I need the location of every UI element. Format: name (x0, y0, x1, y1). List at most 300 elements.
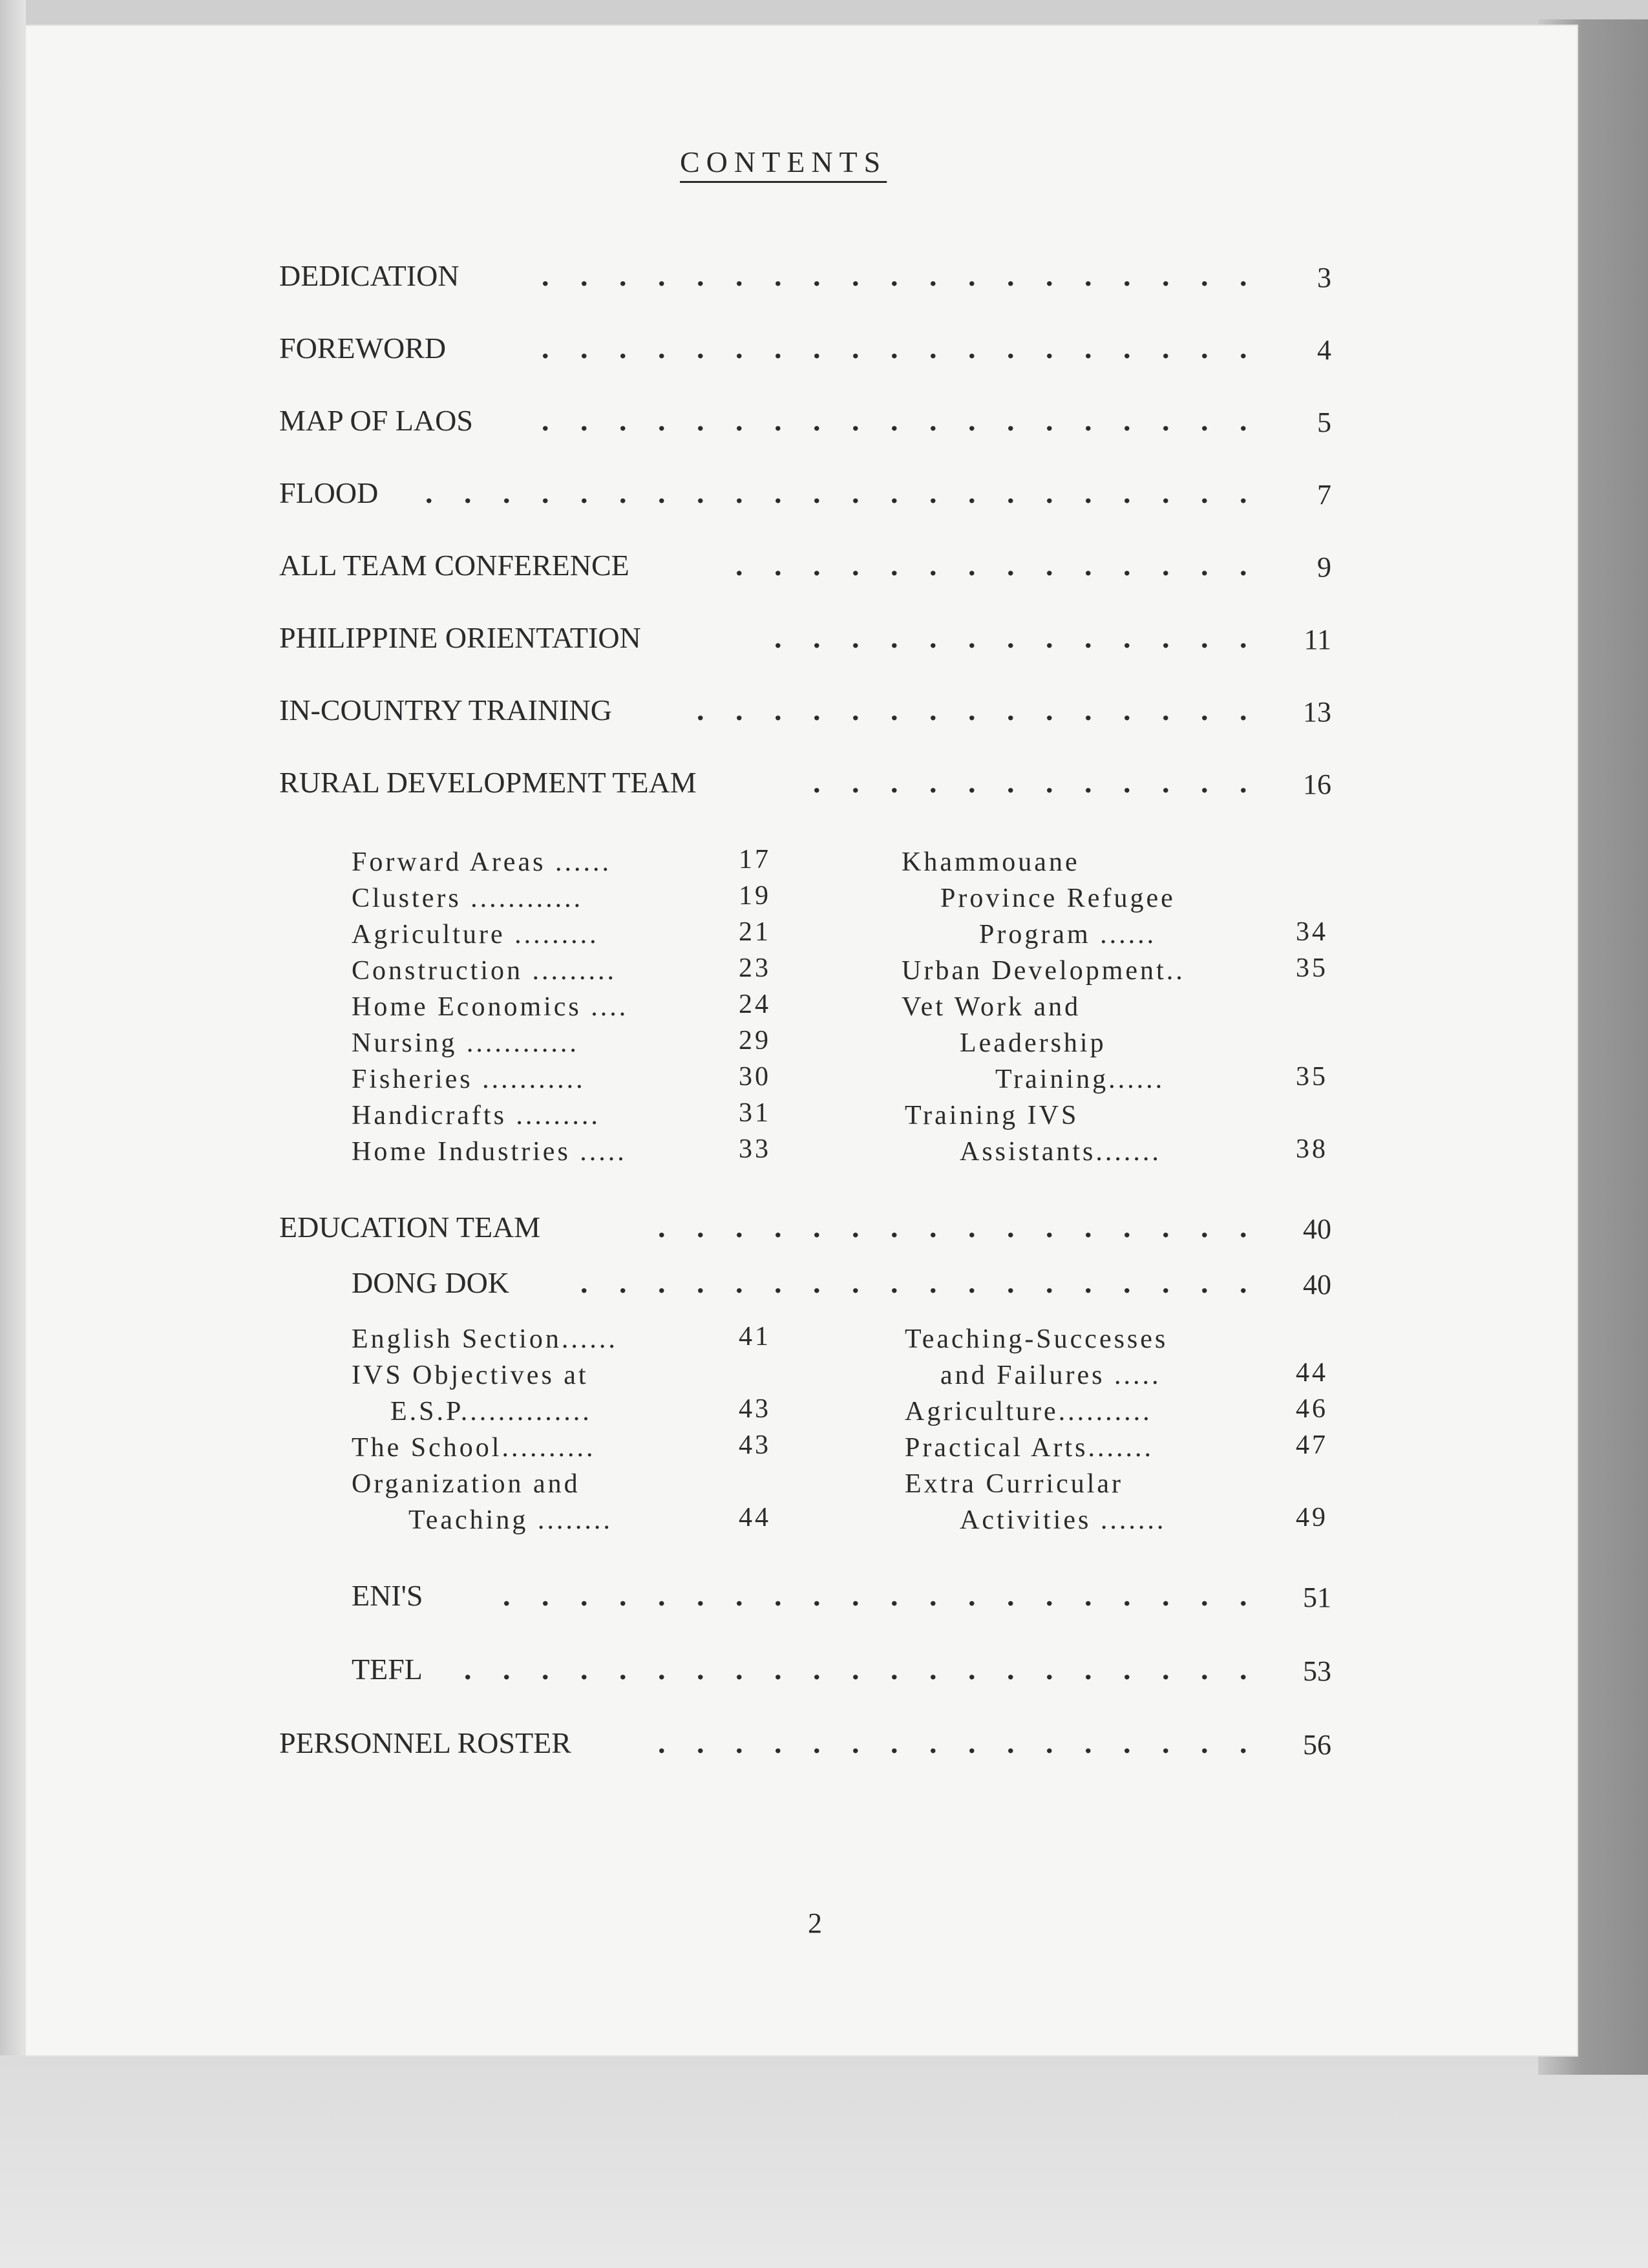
leader-dot: . (1201, 1726, 1209, 1759)
leader-dot: . (619, 1579, 627, 1612)
toc-sub-rural-6: Fisheries ........... (352, 1065, 586, 1094)
leader-dot: . (503, 1579, 511, 1612)
toc-sub-rural-7-page: 31 (739, 1098, 771, 1128)
leader-dot: . (697, 1726, 704, 1759)
toc-entry-roster-page: 56 (1303, 1729, 1331, 1761)
leader-dot: . (929, 1579, 937, 1612)
leader-dot: . (813, 476, 821, 509)
leader-dot: . (891, 476, 898, 509)
leader-dot: . (852, 332, 860, 365)
leader-dot: . (891, 404, 898, 437)
leader-dot: . (1046, 549, 1053, 582)
leader-dot: . (1162, 476, 1170, 509)
leader-dot: . (1046, 1726, 1053, 1759)
leader-dot: . (1084, 476, 1092, 509)
leader-dot: . (464, 476, 472, 509)
leader-dot: . (774, 1266, 782, 1299)
leader-dot: . (1007, 259, 1015, 292)
toc-entry-dong-dok-label: DONG DOK (352, 1266, 510, 1299)
leader-dot: . (1201, 259, 1209, 292)
leader-dot: . (619, 332, 627, 365)
leader-dot: . (891, 766, 898, 799)
leader-dot: . (1201, 1653, 1209, 1686)
leader-dot: . (929, 549, 937, 582)
leader-dot: . (735, 549, 743, 582)
leader-dot: . (891, 1579, 898, 1612)
toc-sub-organization-line2: Teaching ........ (408, 1505, 613, 1535)
toc-sub-english: English Section...... (352, 1324, 618, 1354)
toc-sub-ivs-objectives-line2: E.S.P.............. (390, 1397, 592, 1426)
leader-dot: . (1084, 549, 1092, 582)
leader-dot: . (1240, 1266, 1247, 1299)
leader-dot: . (1084, 1266, 1092, 1299)
toc-sub-extra-line1: Extra Curricular (905, 1469, 1124, 1499)
leader-dot: . (1162, 1653, 1170, 1686)
leader-dot: . (580, 476, 588, 509)
leader-dot: . (968, 1211, 976, 1244)
toc-sub-rural-5-page: 29 (739, 1026, 771, 1055)
leader-dot: . (774, 404, 782, 437)
leader-dot: . (1162, 549, 1170, 582)
leader-dot: . (1162, 259, 1170, 292)
leader-dot: . (813, 549, 821, 582)
leader-dot: . (1084, 332, 1092, 365)
toc-sub-agriculture-page: 46 (1296, 1394, 1328, 1424)
leader-dot: . (1162, 1211, 1170, 1244)
toc-entry-0-page: 3 (1317, 262, 1331, 293)
toc-sub-khammouane-page: 34 (1296, 917, 1328, 947)
toc-sub-rural-2-page: 21 (739, 917, 771, 947)
leader-dot: . (1240, 404, 1247, 437)
leader-dot: . (1201, 1211, 1209, 1244)
toc-sub-urban: Urban Development.. (902, 956, 1185, 986)
leader-dot: . (1084, 1579, 1092, 1612)
page-number: 2 (808, 1907, 822, 1939)
leader-dot: . (891, 259, 898, 292)
leader-dot: . (1240, 476, 1247, 509)
leader-dot: . (1123, 1266, 1131, 1299)
toc-sub-rural-6-page: 30 (739, 1062, 771, 1092)
toc-sub-ivs-line2: Assistants....... (960, 1137, 1161, 1167)
leader-dot: . (774, 259, 782, 292)
toc-sub-vet-line1: Vet Work and (902, 992, 1081, 1022)
toc-sub-practical-arts: Practical Arts....... (905, 1433, 1154, 1463)
toc-sub-rural-3-page: 23 (739, 953, 771, 983)
toc-entry-7-label: RURAL DEVELOPMENT TEAM (279, 766, 697, 799)
leader-dot: . (774, 476, 782, 509)
leader-dot: . (891, 1726, 898, 1759)
leader-dot: . (619, 1266, 627, 1299)
leader-dot: . (1240, 1726, 1247, 1759)
toc-sub-ivs-objectives-page: 43 (739, 1394, 771, 1424)
leader-dot: . (1084, 1726, 1092, 1759)
leader-dot: . (1123, 404, 1131, 437)
toc-entry-1-label: FOREWORD (279, 332, 447, 365)
toc-entry-0-label: DEDICATION (279, 259, 460, 292)
leader-dot: . (1046, 259, 1053, 292)
leader-dot: . (891, 549, 898, 582)
toc-sub-rural-8-page: 33 (739, 1134, 771, 1164)
toc-sub-rural-5: Nursing ............ (352, 1028, 579, 1058)
toc-sub-vet-page: 35 (1296, 1062, 1328, 1092)
leader-dot: . (1240, 694, 1247, 726)
leader-dot: . (1007, 621, 1015, 654)
leader-dot: . (813, 332, 821, 365)
leader-dot: . (852, 1653, 860, 1686)
leader-dot: . (813, 404, 821, 437)
contents-title: CONTENTS (680, 145, 887, 178)
leader-dot: . (658, 332, 666, 365)
leader-dot: . (1123, 1726, 1131, 1759)
leader-dot: . (697, 1653, 704, 1686)
leader-dot: . (1123, 766, 1131, 799)
leader-dot: . (1007, 1653, 1015, 1686)
leader-dot: . (697, 1211, 704, 1244)
leader-dot: . (1162, 332, 1170, 365)
toc-entry-5-page: 11 (1304, 624, 1331, 655)
toc-entry-6-label: IN-COUNTRY TRAINING (279, 694, 612, 726)
leader-dot: . (852, 1266, 860, 1299)
toc-entry-1-page: 4 (1317, 334, 1331, 366)
leader-dot: . (542, 404, 549, 437)
leader-dot: . (1007, 1211, 1015, 1244)
leader-dot: . (658, 1579, 666, 1612)
leader-dot: . (735, 694, 743, 726)
toc-entry-2-label: MAP OF LAOS (279, 404, 473, 437)
leader-dot: . (619, 476, 627, 509)
toc-sub-urban-page: 35 (1296, 953, 1328, 983)
leader-dot: . (1123, 1653, 1131, 1686)
toc-sub-rural-3: Construction ......... (352, 956, 617, 986)
leader-dot: . (542, 259, 549, 292)
leader-dot: . (697, 332, 704, 365)
toc-sub-practical-arts-page: 47 (1296, 1430, 1328, 1460)
toc-sub-agriculture: Agriculture.......... (905, 1397, 1152, 1426)
leader-dot: . (1201, 1579, 1209, 1612)
leader-dot: . (852, 621, 860, 654)
toc-entry-6-page: 13 (1303, 696, 1331, 728)
leader-dot: . (697, 1266, 704, 1299)
leader-dot: . (1162, 694, 1170, 726)
leader-dot: . (968, 766, 976, 799)
leader-dot: . (735, 1579, 743, 1612)
leader-dot: . (1123, 694, 1131, 726)
leader-dot: . (774, 694, 782, 726)
leader-dot: . (1046, 404, 1053, 437)
leader-dot: . (968, 549, 976, 582)
toc-entry-education-page: 40 (1303, 1213, 1331, 1245)
toc-entry-tefl-page: 53 (1303, 1655, 1331, 1687)
toc-entry-4-label: ALL TEAM CONFERENCE (279, 549, 629, 582)
leader-dot: . (619, 404, 627, 437)
leader-dot: . (1007, 1266, 1015, 1299)
leader-dot: . (852, 1726, 860, 1759)
leader-dot: . (968, 259, 976, 292)
leader-dot: . (968, 621, 976, 654)
leader-dot: . (891, 694, 898, 726)
leader-dot: . (1084, 1211, 1092, 1244)
toc-sub-teaching-line1: Teaching-Successes (905, 1324, 1168, 1354)
leader-dot: . (735, 1211, 743, 1244)
leader-dot: . (1046, 1266, 1053, 1299)
toc-sub-extra-line2: Activities ....... (960, 1505, 1167, 1535)
leader-dot: . (735, 332, 743, 365)
document-page (26, 26, 1577, 2055)
toc-sub-organization-page: 44 (739, 1503, 771, 1532)
leader-dot: . (1007, 332, 1015, 365)
leader-dot: . (1123, 1211, 1131, 1244)
leader-dot: . (1046, 621, 1053, 654)
toc-sub-organization-line1: Organization and (352, 1469, 580, 1499)
leader-dot: . (813, 621, 821, 654)
leader-dot: . (1162, 1579, 1170, 1612)
leader-dot: . (968, 404, 976, 437)
leader-dot: . (658, 1653, 666, 1686)
leader-dot: . (542, 1579, 549, 1612)
leader-dot: . (1123, 1579, 1131, 1612)
toc-sub-rural-2: Agriculture ......... (352, 920, 599, 949)
toc-sub-ivs-line1: Training IVS (905, 1101, 1079, 1130)
leader-dot: . (891, 1266, 898, 1299)
leader-dot: . (852, 404, 860, 437)
leader-dot: . (891, 621, 898, 654)
toc-entry-tefl-label: TEFL (352, 1653, 423, 1686)
leader-dot: . (735, 404, 743, 437)
leader-dot: . (929, 694, 937, 726)
leader-dot: . (1162, 766, 1170, 799)
leader-dot: . (774, 332, 782, 365)
leader-dot: . (1046, 1653, 1053, 1686)
toc-sub-vet-line3: Training...... (995, 1065, 1165, 1094)
leader-dot: . (891, 1211, 898, 1244)
leader-dot: . (1046, 1579, 1053, 1612)
toc-entry-4-page: 9 (1317, 551, 1331, 583)
leader-dot: . (1201, 694, 1209, 726)
leader-dot: . (1046, 694, 1053, 726)
leader-dot: . (891, 1653, 898, 1686)
leader-dot: . (929, 766, 937, 799)
leader-dot: . (774, 1726, 782, 1759)
toc-entry-enis-page: 51 (1303, 1582, 1331, 1613)
toc-sub-rural-4: Home Economics .... (352, 992, 629, 1022)
leader-dot: . (929, 476, 937, 509)
toc-sub-rural-1: Clusters ............ (352, 884, 584, 913)
leader-dot: . (1123, 476, 1131, 509)
toc-sub-english-page: 41 (739, 1322, 771, 1351)
toc-entry-5-label: PHILIPPINE ORIENTATION (279, 621, 641, 654)
leader-dot: . (852, 1211, 860, 1244)
leader-dot: . (735, 1653, 743, 1686)
leader-dot: . (658, 476, 666, 509)
leader-dot: . (774, 549, 782, 582)
leader-dot: . (929, 259, 937, 292)
leader-dot: . (929, 1211, 937, 1244)
leader-dot: . (852, 549, 860, 582)
leader-dot: . (1123, 549, 1131, 582)
leader-dot: . (658, 1211, 666, 1244)
leader-dot: . (658, 1266, 666, 1299)
leader-dot: . (813, 1579, 821, 1612)
leader-dot: . (1201, 766, 1209, 799)
toc-entry-education-label: EDUCATION TEAM (279, 1211, 541, 1244)
leader-dot: . (813, 1726, 821, 1759)
toc-entry-roster-label: PERSONNEL ROSTER (279, 1726, 571, 1759)
leader-dot: . (1123, 621, 1131, 654)
leader-dot: . (1240, 1653, 1247, 1686)
leader-dot: . (813, 1266, 821, 1299)
leader-dot: . (542, 1653, 549, 1686)
toc-sub-rural-8: Home Industries ..... (352, 1137, 627, 1167)
leader-dot: . (929, 1653, 937, 1686)
leader-dot: . (852, 476, 860, 509)
toc-sub-khammouane-line1: Khammouane (902, 847, 1080, 877)
toc-sub-rural-1-page: 19 (739, 881, 771, 911)
leader-dot: . (1007, 1579, 1015, 1612)
toc-entry-7-page: 16 (1303, 768, 1331, 800)
leader-dot: . (580, 404, 588, 437)
leader-dot: . (1084, 621, 1092, 654)
leader-dot: . (852, 694, 860, 726)
toc-sub-school-page: 43 (739, 1430, 771, 1460)
leader-dot: . (1240, 766, 1247, 799)
leader-dot: . (1007, 476, 1015, 509)
leader-dot: . (891, 332, 898, 365)
leader-dot: . (929, 404, 937, 437)
leader-dot: . (1162, 621, 1170, 654)
toc-sub-rural-0: Forward Areas ...... (352, 847, 611, 877)
leader-dot: . (503, 476, 511, 509)
leader-dot: . (580, 1266, 588, 1299)
leader-dot: . (1084, 1653, 1092, 1686)
leader-dot: . (697, 694, 704, 726)
leader-dot: . (697, 259, 704, 292)
leader-dot: . (968, 1726, 976, 1759)
leader-dot: . (1240, 1211, 1247, 1244)
leader-dot: . (425, 476, 433, 509)
leader-dot: . (813, 259, 821, 292)
toc-sub-teaching-page: 44 (1296, 1358, 1328, 1388)
leader-dot: . (1007, 404, 1015, 437)
leader-dot: . (735, 1726, 743, 1759)
toc-sub-school: The School.......... (352, 1433, 596, 1463)
leader-dot: . (542, 476, 549, 509)
leader-dot: . (968, 1266, 976, 1299)
leader-dot: . (1007, 1726, 1015, 1759)
leader-dot: . (852, 259, 860, 292)
leader-dot: . (929, 1266, 937, 1299)
leader-dot: . (1084, 259, 1092, 292)
leader-dot: . (1046, 1211, 1053, 1244)
leader-dot: . (580, 259, 588, 292)
toc-entry-enis-label: ENI'S (352, 1579, 423, 1612)
leader-dot: . (580, 1579, 588, 1612)
toc-sub-vet-line2: Leadership (960, 1028, 1106, 1058)
leader-dot: . (697, 1579, 704, 1612)
toc-entry-dong-dok-page: 40 (1303, 1269, 1331, 1300)
leader-dot: . (697, 476, 704, 509)
toc-sub-rural-7: Handicrafts ......... (352, 1101, 600, 1130)
toc-sub-rural-0-page: 17 (739, 845, 771, 874)
leader-dot: . (1240, 332, 1247, 365)
toc-entry-2-page: 5 (1317, 407, 1331, 438)
leader-dot: . (735, 1266, 743, 1299)
leader-dot: . (1084, 694, 1092, 726)
leader-dot: . (1162, 1726, 1170, 1759)
leader-dot: . (1201, 476, 1209, 509)
leader-dot: . (1240, 1579, 1247, 1612)
leader-dot: . (1201, 1266, 1209, 1299)
leader-dot: . (929, 1726, 937, 1759)
toc-sub-khammouane-line3: Program ...... (979, 920, 1157, 949)
toc-sub-ivs-page: 38 (1296, 1134, 1328, 1164)
leader-dot: . (1007, 549, 1015, 582)
toc-sub-teaching-line2: and Failures ..... (940, 1361, 1161, 1390)
leader-dot: . (735, 259, 743, 292)
leader-dot: . (542, 332, 549, 365)
leader-dot: . (813, 1211, 821, 1244)
leader-dot: . (1007, 694, 1015, 726)
leader-dot: . (619, 1653, 627, 1686)
toc-sub-ivs-objectives-line1: IVS Objectives at (352, 1361, 589, 1390)
leader-dot: . (1084, 404, 1092, 437)
leader-dot: . (658, 259, 666, 292)
leader-dot: . (464, 1653, 472, 1686)
leader-dot: . (968, 332, 976, 365)
leader-dot: . (1240, 621, 1247, 654)
leader-dot: . (697, 404, 704, 437)
leader-dot: . (852, 1579, 860, 1612)
leader-dot: . (580, 1653, 588, 1686)
leader-dot: . (774, 1653, 782, 1686)
leader-dot: . (1046, 476, 1053, 509)
leader-dot: . (619, 259, 627, 292)
leader-dot: . (580, 332, 588, 365)
leader-dot: . (774, 1211, 782, 1244)
scan-bottom-margin (0, 2055, 1648, 2268)
leader-dot: . (813, 1653, 821, 1686)
leader-dot: . (813, 766, 821, 799)
leader-dot: . (1240, 259, 1247, 292)
leader-dot: . (1084, 766, 1092, 799)
leader-dot: . (1046, 332, 1053, 365)
leader-dot: . (658, 404, 666, 437)
leader-dot: . (1123, 259, 1131, 292)
leader-dot: . (1201, 404, 1209, 437)
leader-dot: . (1201, 621, 1209, 654)
leader-dot: . (503, 1653, 511, 1686)
leader-dot: . (968, 476, 976, 509)
leader-dot: . (1123, 332, 1131, 365)
scan-left-edge (0, 0, 26, 2268)
leader-dot: . (1201, 549, 1209, 582)
leader-dot: . (735, 476, 743, 509)
leader-dot: . (1240, 549, 1247, 582)
leader-dot: . (968, 694, 976, 726)
leader-dot: . (1162, 404, 1170, 437)
leader-dot: . (1046, 766, 1053, 799)
toc-sub-extra-page: 49 (1296, 1503, 1328, 1532)
leader-dot: . (852, 766, 860, 799)
leader-dot: . (929, 332, 937, 365)
leader-dot: . (1162, 1266, 1170, 1299)
toc-entry-3-label: FLOOD (279, 476, 379, 509)
leader-dot: . (813, 694, 821, 726)
leader-dot: . (658, 1726, 666, 1759)
toc-sub-khammouane-line2: Province Refugee (940, 884, 1176, 913)
leader-dot: . (774, 1579, 782, 1612)
leader-dot: . (929, 621, 937, 654)
toc-entry-3-page: 7 (1317, 479, 1331, 511)
